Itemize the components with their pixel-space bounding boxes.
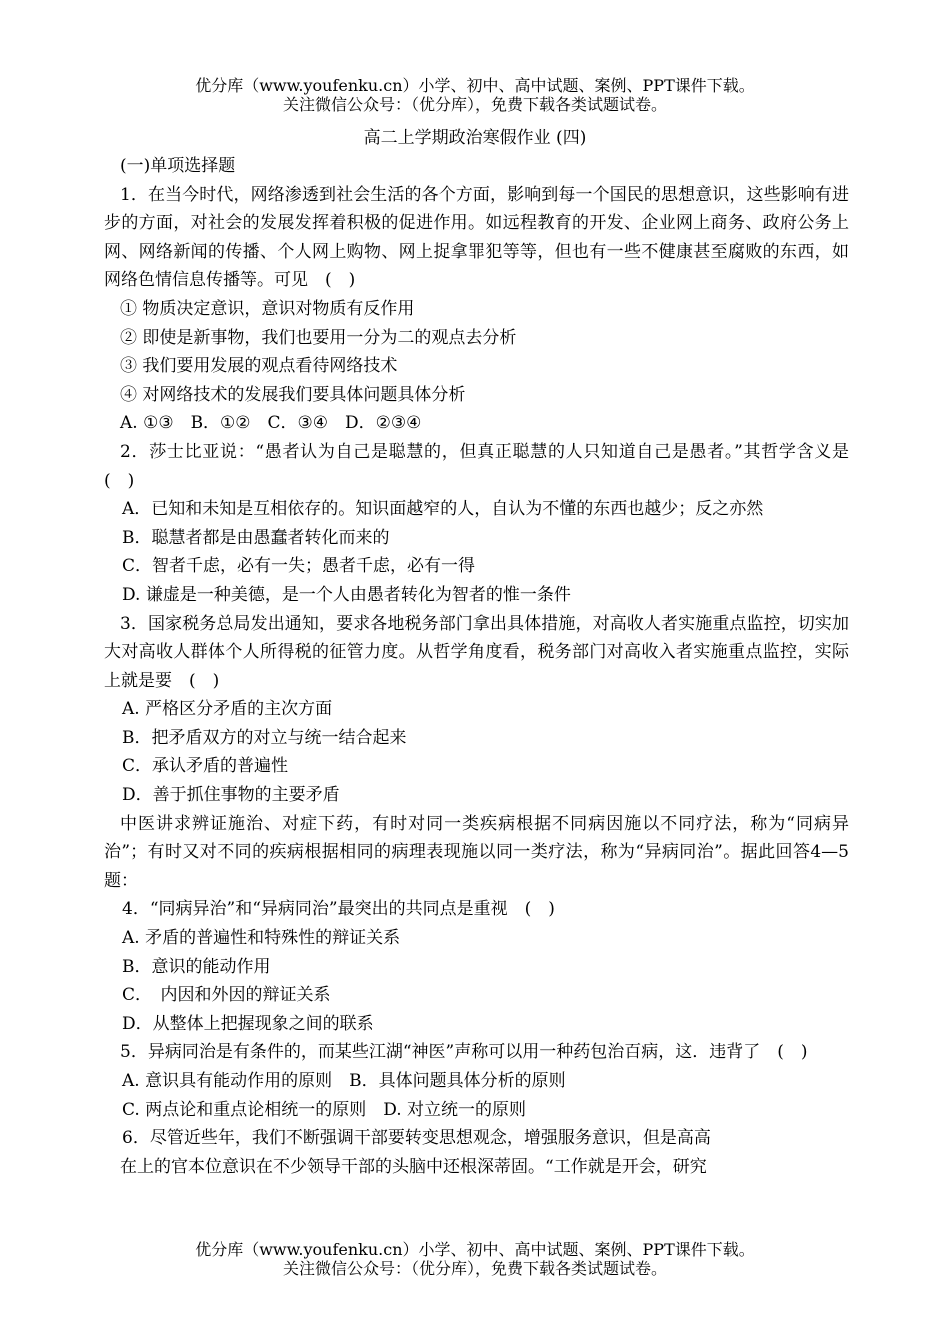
question-6-line-1: 6．尽管近些年，我们不断强调干部要转变思想观念，增强服务意识，但是高高 bbox=[122, 1128, 711, 1149]
question-1-statement-1: ① 物质决定意识，意识对物质有反作用 bbox=[120, 298, 415, 319]
question-4-option-d: D．从整体上把握现象之间的联系 bbox=[122, 1013, 374, 1034]
question-5-stem: 5．异病同治是有条件的，而某些江湖“神医”声称可以用一种药包治百病，这．违背了 ( ) bbox=[120, 1042, 808, 1063]
passage-text: 中医讲求辨证施治、对症下药，有时对同一类疾病根据不同病因施以不同疗法，称为“同病异治”；有时又对不同的疾病根据相同的病理表现施以同一类疗法，称为“异病同治”。据此回答4—5题： bbox=[104, 813, 849, 891]
header-line-1: 优分库（www.youfenku.cn）小学、初中、高中试题、案例、PPT课件下载。 bbox=[195, 76, 755, 95]
document-title: 高二上学期政治寒假作业 (四) bbox=[363, 128, 587, 148]
question-3-stem: 3．国家税务总局发出通知，要求各地税务部门拿出具体措施，对高收人者实施重点监控，切实加大对高收人群体个人所得税的征管力度。从哲学角度看，税务部门对高收入者实施重点监控，实际上就是要 ( ) bbox=[104, 613, 849, 691]
question-3-option-a: A. 严格区分矛盾的主次方面 bbox=[122, 699, 333, 720]
question-3-option-b: B．把矛盾双方的对立与统一结合起来 bbox=[122, 727, 407, 748]
page-footer bbox=[0, 1240, 950, 1278]
question-1-statement-4: ④ 对网络技术的发展我们要具体问题具体分析 bbox=[120, 384, 466, 405]
question-5-options-cd: C. 两点论和重点论相统一的原则 D. 对立统一的原则 bbox=[122, 1099, 527, 1120]
question-2-stem: 2．莎士比亚说：“愚者认为自己是聪慧的，但真正聪慧的人只知道自己是愚者。”其哲学含义是 ( ) bbox=[104, 441, 866, 491]
question-2-option-a: A．已知和未知是互相依存的。知识面越窄的人，自认为不懂的东西也越少；反之亦然 bbox=[122, 499, 764, 520]
question-3-option-d: D．善于抓住事物的主要矛盾 bbox=[122, 785, 340, 806]
question-4-stem: 4．“同病异治”和“异病同治”最突出的共同点是重视 ( ) bbox=[122, 899, 555, 920]
question-2-option-b: B．聪慧者都是由愚蠢者转化而来的 bbox=[122, 527, 390, 548]
header-line-2: 关注微信公众号：（优分库），免费下载各类试题试卷。 bbox=[282, 95, 667, 114]
footer-line-1: 优分库（www.youfenku.cn）小学、初中、高中试题、案例、PPT课件下载。 bbox=[195, 1240, 755, 1259]
question-1-statement-3: ③ 我们要用发展的观点看待网络技术 bbox=[120, 356, 398, 377]
question-6-line-2: 在上的官本位意识在不少领导干部的头脑中还根深蒂固。“工作就是开会，研究 bbox=[120, 1156, 707, 1177]
question-4-option-b: B．意识的能动作用 bbox=[122, 956, 271, 977]
question-4-option-c: C． 内因和外因的辩证关系 bbox=[122, 985, 331, 1006]
question-2-option-c: C．智者千虑，必有一失；愚者千虑，必有一得 bbox=[122, 556, 476, 577]
section-heading: (一)单项选择题 bbox=[120, 156, 236, 176]
document-body bbox=[104, 152, 866, 1181]
question-2-option-d: D. 谦虚是一种美德，是一个人由愚者转化为智者的惟一条件 bbox=[122, 584, 571, 605]
page-header bbox=[0, 76, 950, 114]
footer-line-2: 关注微信公众号：（优分库），免费下载各类试题试卷。 bbox=[282, 1259, 667, 1278]
question-1-stem: 1．在当今时代，网络渗透到社会生活的各个方面，影响到每一个国民的思想意识，这些影响有进步的方面，对社会的发展发挥着积极的促进作用。如远程教育的开发、企业网上商务、政府公务上网、网络新闻的传播、个人网上购物、网上捉拿罪犯等等，但也有一些不健康甚至腐败的东西，如网络色情信息传播等。可见 ( ) bbox=[104, 184, 849, 291]
question-1-statement-2: ② 即使是新事物，我们也要用一分为二的观点去分析 bbox=[120, 327, 517, 348]
question-4-option-a: A. 矛盾的普遍性和特殊性的辩证关系 bbox=[122, 928, 401, 949]
question-3-option-c: C．承认矛盾的普遍性 bbox=[122, 756, 289, 777]
question-1-options: A. ①③ B．①② C．③④ D．②③④ bbox=[120, 413, 422, 434]
question-5-options-ab: A. 意识具有能动作用的原则 B．具体问题具体分析的原则 bbox=[122, 1071, 566, 1091]
